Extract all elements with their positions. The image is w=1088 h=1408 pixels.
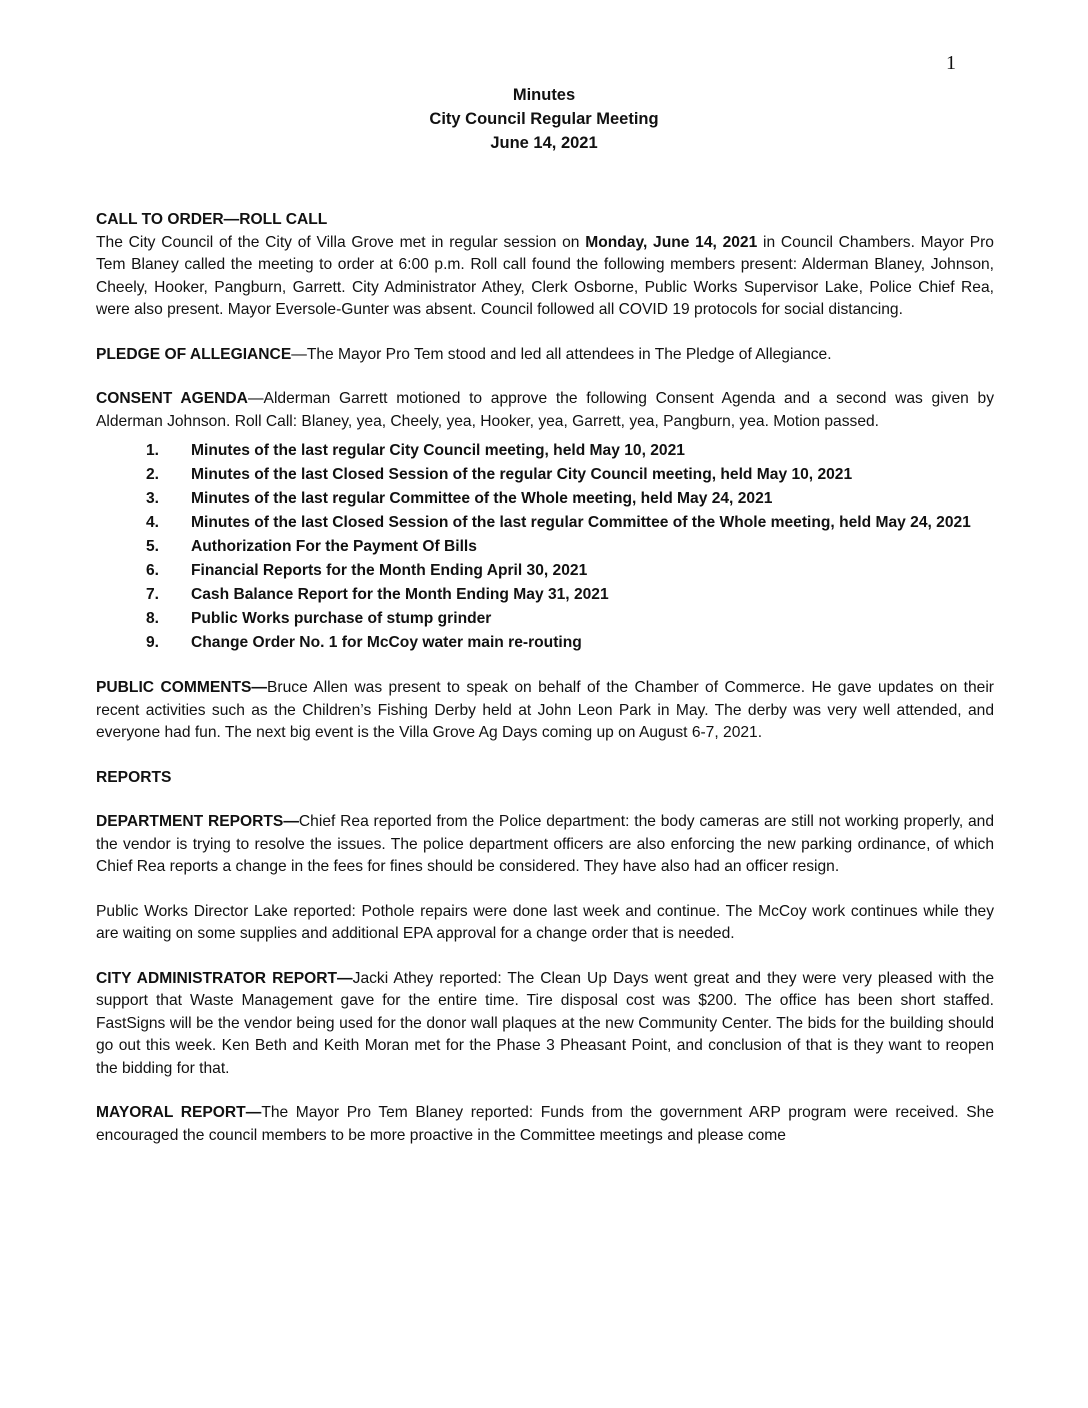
document-header <box>0 83 1088 155</box>
list-item-number: 7. <box>146 586 160 603</box>
pledge-text: —The Mayor Pro Tem stood and led all attendees in The Pledge of Allegiance. <box>291 345 832 363</box>
reports-heading: REPORTS <box>96 768 172 786</box>
list-item-number: 4. <box>146 514 160 531</box>
list-item <box>96 631 994 655</box>
public-comments-text: Bruce Allen was present to speak on behalf of the Chamber of Commerce. He gave updates on their recent activities such as the Children’s Fishing Derby held at John Leon Park in May. The derby was very well attended, and everyone had fun. The next big event is the Villa Grove Ag Days coming up on August 6-7, 2021. <box>96 679 994 741</box>
list-item <box>96 559 994 583</box>
list-item <box>96 511 994 535</box>
mayoral-report-paragraph <box>96 1102 994 1147</box>
list-item <box>96 535 994 559</box>
list-item-number: 2. <box>146 466 160 483</box>
public-comments-heading: PUBLIC COMMENTS— <box>96 679 268 696</box>
call-to-order-text-after: in Council Chambers. Mayor Pro Tem Blaney called the meeting to order at 6:00 p.m. Roll call found the following members present: Alderman Blaney, Johnson, Cheely, Hooker, Pangburn, Garrett. City Administrator Athey, Clerk Osborne, Public Works Supervisor Lake, Police Chief Rea, were also present. Mayor Eversole-Gunter was absent. Council followed all COVID 19 protocols for social distancing. <box>96 233 994 318</box>
list-item-text: Change Order No. 1 for McCoy water main re-routing <box>191 634 582 651</box>
list-item-number: 6. <box>146 562 160 579</box>
list-item <box>96 607 994 631</box>
list-item-text: Minutes of the last Closed Session of the regular City Council meeting, held May 10, 2021 <box>191 466 853 483</box>
list-item-number: 5. <box>146 538 160 555</box>
call-to-order-heading: CALL TO ORDER—ROLL CALL <box>96 211 328 228</box>
header-meeting-type: City Council Regular Meeting <box>429 110 659 128</box>
header-date: June 14, 2021 <box>490 134 598 152</box>
list-item-text: Public Works purchase of stump grinder <box>191 610 492 627</box>
city-admin-report-heading: CITY ADMINISTRATOR REPORT— <box>96 969 353 987</box>
consent-agenda-heading: CONSENT AGENDA <box>96 390 248 407</box>
meeting-date-bold: Monday, June 14, 2021 <box>585 233 758 251</box>
list-item-number: 1. <box>146 442 160 459</box>
list-item <box>96 487 994 511</box>
call-to-order-text-before: The City Council of the City of Villa Grove met in regular session on <box>96 233 586 251</box>
city-admin-report-text: Jacki Athey reported: The Clean Up Days went great and they were very pleased with the support that Waste Management gave for the entire time. Tire disposal cost was $200. The office has been short staffed. FastSigns will be the vendor being used for the donor wall plaques at the new Community Center. The bids for the building should go out this week. Ken Beth and Keith Moran met for the Phase 3 Pheasant Point, and conclusion of that is they want to reopen the bidding for that. <box>96 969 995 1077</box>
minutes-body <box>96 209 994 1147</box>
call-to-order-paragraph <box>96 232 994 322</box>
list-item <box>96 583 994 607</box>
list-item-text: Authorization For the Payment Of Bills <box>191 538 477 555</box>
pledge-heading: PLEDGE OF ALLEGIANCE <box>96 345 292 363</box>
list-item-text: Financial Reports for the Month Ending April 30, 2021 <box>191 562 588 579</box>
department-reports-heading: DEPARTMENT REPORTS— <box>96 813 299 830</box>
department-reports-paragraph <box>96 811 994 879</box>
consent-agenda-list <box>96 439 994 655</box>
mayoral-report-text: The Mayor Pro Tem Blaney reported: Funds from the government ARP program were received. She encouraged the council members to be more proactive in the Committee meetings and please come <box>96 1104 994 1144</box>
list-item <box>96 439 994 463</box>
list-item-text: Minutes of the last Closed Session of the last regular Committee of the Whole meeting, held May 24, 2021 <box>191 514 971 531</box>
list-item <box>96 463 994 487</box>
list-item-text: Minutes of the last regular Committee of the Whole meeting, held May 24, 2021 <box>191 490 773 507</box>
list-item-number: 3. <box>146 490 160 507</box>
city-admin-report-paragraph <box>96 968 994 1081</box>
public-comments-paragraph <box>96 677 994 745</box>
pledge-paragraph <box>96 344 994 367</box>
public-works-paragraph: Public Works Director Lake reported: Pothole repairs were done last week and continue. The McCoy work continues while they are waiting on some supplies and additional EPA approval for a change order that is needed. <box>96 902 994 942</box>
list-item-number: 8. <box>146 610 160 627</box>
consent-agenda-text: —Alderman Garrett motioned to approve the following Consent Agenda and a second was given by Alderman Johnson. Roll Call: Blaney, yea, Cheely, yea, Hooker, yea, Garrett, yea, Pangburn, yea. Motion passed. <box>96 390 994 430</box>
consent-agenda-paragraph <box>96 388 994 433</box>
department-reports-text: Chief Rea reported from the Police department: the body cameras are still not working properly, and the vendor is trying to resolve the issues. The police department officers are also enforcing the new parking ordinance, of which Chief Rea reports a change in the fees for fines should be considered. They have also had an officer resign. <box>96 813 994 875</box>
mayoral-report-heading: MAYORAL REPORT— <box>96 1104 262 1121</box>
list-item-number: 9. <box>146 634 160 651</box>
header-title: Minutes <box>512 86 576 104</box>
list-item-text: Cash Balance Report for the Month Ending May 31, 2021 <box>191 586 609 603</box>
list-item-text: Minutes of the last regular City Council meeting, held May 10, 2021 <box>191 442 685 459</box>
page-number: 1 <box>946 52 956 74</box>
